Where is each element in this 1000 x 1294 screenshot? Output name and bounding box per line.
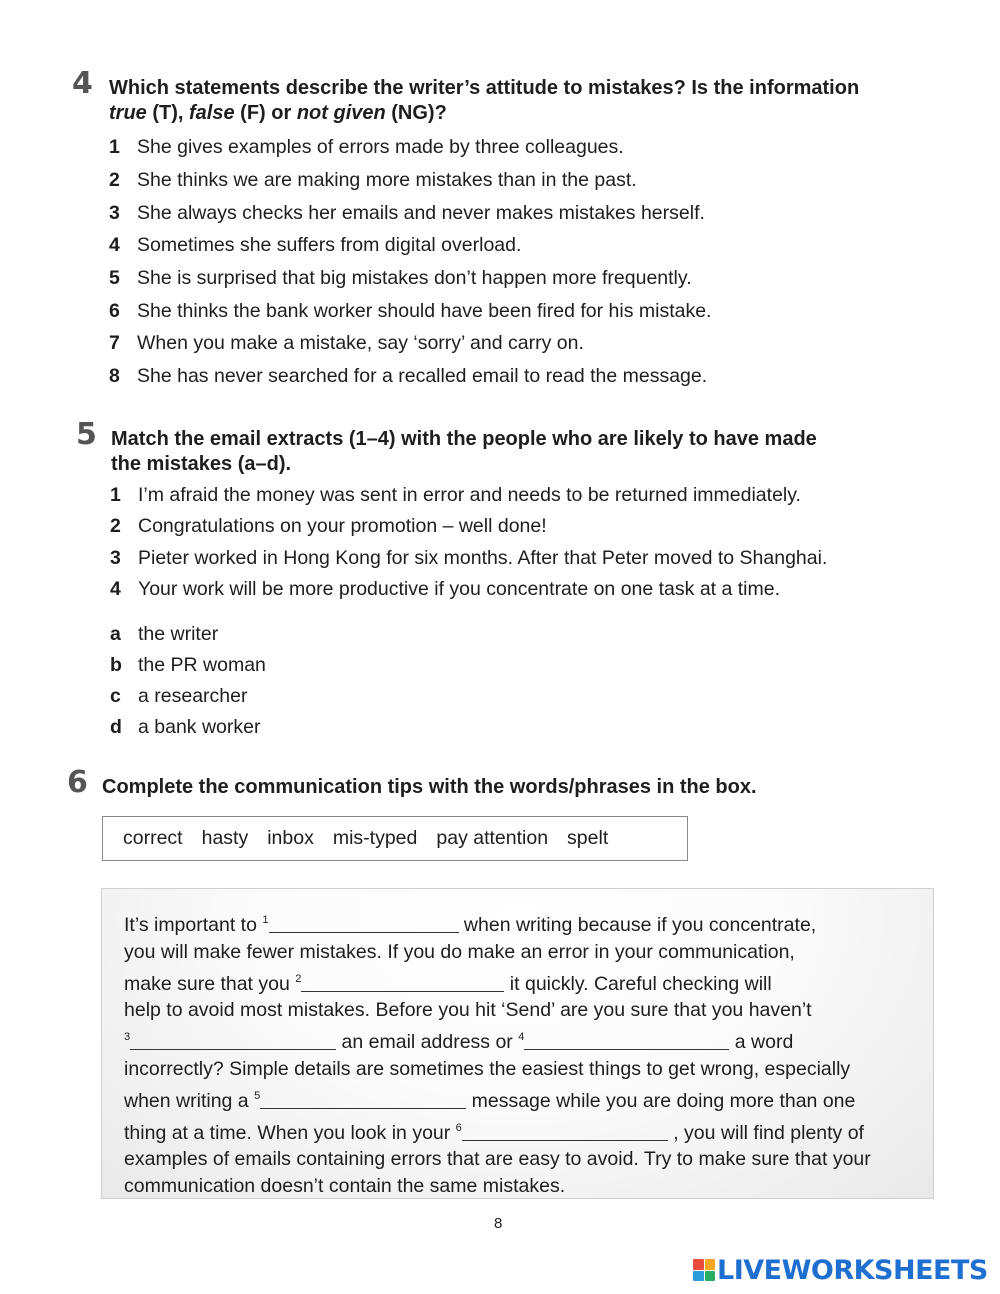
- statement-item: 7 When you make a mistake, say ‘sorry’ and carry on.: [109, 332, 584, 354]
- person-option: b the PR woman: [110, 654, 266, 676]
- statement-item: 8 She has never searched for a recalled email to read the message.: [109, 365, 708, 387]
- statement-item: 5 She is surprised that big mistakes don’t happen more frequently.: [109, 267, 692, 289]
- tips-text-box: [101, 888, 934, 1199]
- person-option: a the writer: [110, 623, 219, 645]
- statement-item: 3 She always checks her emails and never makes mistakes herself.: [109, 202, 705, 224]
- word-option: pay attention: [436, 827, 549, 849]
- gap-4-blank[interactable]: [524, 1031, 729, 1050]
- gap-3-blank[interactable]: [130, 1031, 336, 1050]
- person-option: d a bank worker: [110, 716, 261, 738]
- extract-item: 4 Your work will be more productive if you concentrate on one task at a time.: [110, 578, 781, 600]
- logo-text: LIVEWORKSHEETS: [717, 1254, 988, 1286]
- word-option: mis-typed: [332, 827, 418, 849]
- statement-item: 6 She thinks the bank worker should have been fired for his mistake.: [109, 300, 712, 322]
- statement-item: 2 She thinks we are making more mistakes than in the past.: [109, 169, 637, 191]
- word-option: correct: [123, 827, 183, 849]
- person-option: c a researcher: [110, 685, 248, 707]
- extract-item: 3 Pieter worked in Hong Kong for six months. After that Peter moved to Shanghai.: [110, 547, 828, 569]
- statement-item: 1 She gives examples of errors made by three colleagues.: [109, 136, 624, 158]
- extract-item: 2 Congratulations on your promotion – well done!: [110, 515, 547, 537]
- exercise-heading: Match the email extracts (1–4) with the people who are likely to have made the mistakes (a–d).: [111, 428, 817, 475]
- extract-item: 1 I’m afraid the money was sent in error and needs to be returned immediately.: [110, 484, 801, 506]
- statement-item: 4 Sometimes she suffers from digital overload.: [109, 234, 522, 256]
- exercise-heading: Complete the communication tips with the words/phrases in the box.: [102, 776, 757, 798]
- gap-6-blank[interactable]: [462, 1122, 668, 1141]
- word-option: spelt: [567, 827, 609, 849]
- word-option: inbox: [267, 827, 314, 849]
- tips-paragraph: It’s important to $^1$ when writing because if you concentrate, you will make fewer mistakes. If you do make an error in your communication, make sure that you $^2$ it quickly. Careful checking will help to avoid most mistakes. Before you hit ‘Send’ are you sure that you haven’t $^3$ an email address or $^4$ a word incorrectly? Simple details are sometimes the easiest things to get wrong, especially when writing a $^5$ message while you are doing more than one thing at a time. When you look in your $^6$ , you will find plenty of examples of emails containing errors that are easy to avoid. Try to make sure that your communication doesn’t contain the same mistakes.: [124, 914, 871, 1198]
- gap-2-blank[interactable]: [301, 973, 504, 992]
- logo-grid-icon: [693, 1259, 715, 1281]
- gap-5-blank[interactable]: [260, 1090, 466, 1109]
- gap-1-blank[interactable]: [269, 914, 459, 933]
- page-number: 8: [494, 1215, 503, 1232]
- liveworksheets-logo[interactable]: [693, 1254, 988, 1286]
- word-box: [102, 816, 688, 861]
- exercise-number: 5: [76, 417, 97, 452]
- exercise-number: 6: [67, 765, 88, 800]
- word-option: hasty: [201, 827, 249, 849]
- exercise-heading: Which statements describe the writer’s attitude to mistakes? Is the information true (T), false (F) or not given (NG)?: [109, 77, 860, 124]
- exercise-number: 4: [72, 66, 93, 101]
